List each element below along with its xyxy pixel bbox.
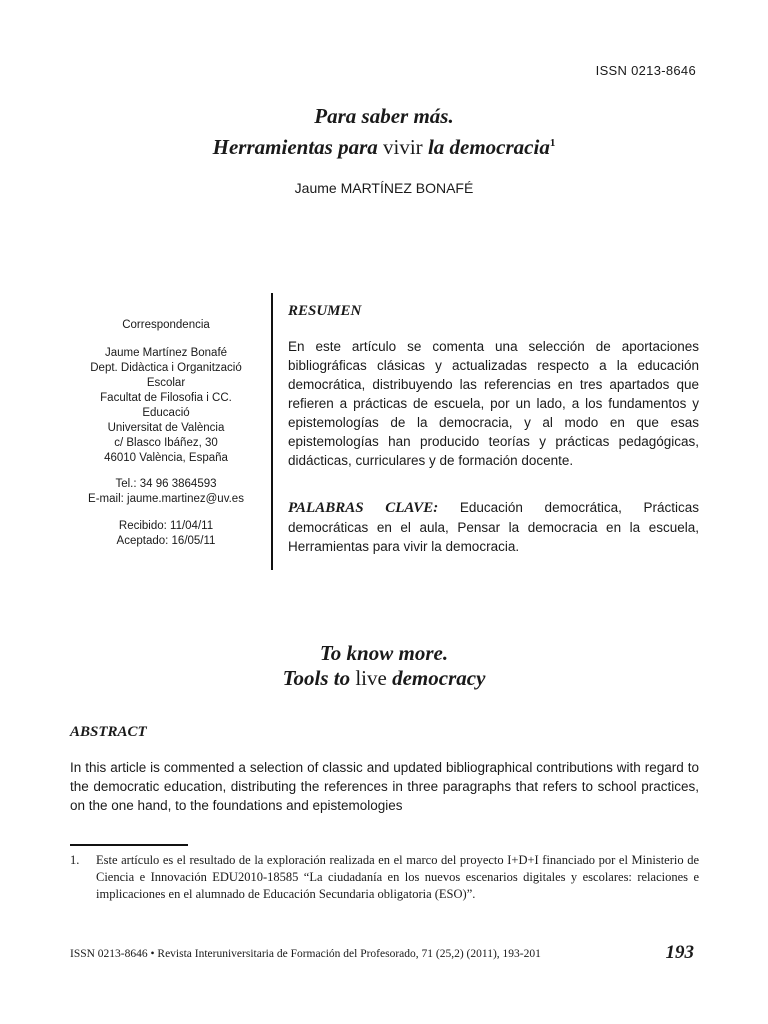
title-english-line1: To know more.	[319, 641, 449, 665]
received-date: Recibido: 11/04/11	[118, 520, 214, 532]
title-spanish-part-a: Herramientas para	[212, 135, 378, 159]
address-line: Universitat de València	[107, 422, 225, 434]
title-english-part-c: democracy	[392, 666, 486, 690]
correspondence-dates	[70, 519, 262, 549]
correspondence-contact	[70, 477, 262, 507]
email-link[interactable]: E-mail: jaume.martinez@uv.es	[88, 493, 244, 505]
address-line: 46010 València, España	[104, 452, 228, 464]
title-spanish-line2	[0, 131, 768, 160]
telephone: Tel.: 34 96 3864593	[115, 478, 217, 490]
correspondence-address	[70, 346, 262, 466]
resumen-text: En este artículo se comenta una selección de aportaciones bibliográficas clásicas y actualizadas respecto a la educación democrática, distribuyendo las referencias en tres apartados que refieren a prácticas de escuela, por un lado, a los fundamentos y epistemologías de la democracia, y al modo en que esas epistemologías han producido teorías y prácticas pedagógicas, didácticas, curriculares y de formación docente.	[288, 339, 699, 468]
title-spanish-part-b: vivir	[383, 135, 423, 159]
keywords-label: PALABRAS CLAVE:	[288, 500, 439, 516]
author-name: Jaume MARTÍNEZ BONAFÉ	[294, 180, 474, 196]
abstract-heading: ABSTRACT	[70, 724, 147, 740]
title-english-part-b: live	[355, 666, 387, 690]
address-line: Educació	[142, 407, 190, 419]
address-line: c/ Blasco Ibáñez, 30	[114, 437, 218, 449]
page-number: 193	[665, 942, 694, 963]
keywords-text: Educación democrática, Prácticas democráticas en el aula, Pensar la democracia en la escuela, Herramientas para vivir la democracia.	[288, 500, 699, 554]
address-line: Escolar	[146, 377, 186, 389]
title-spanish-line1: Para saber más.	[314, 104, 454, 128]
footnote	[70, 852, 699, 903]
accepted-date: Aceptado: 16/05/11	[116, 535, 216, 547]
issn-header: ISSN 0213-8646	[595, 63, 696, 78]
footnote-rule	[70, 844, 188, 846]
footer-citation: ISSN 0213-8646 • Revista Interuniversitaria de Formación del Profesorado, 71 (25,2) (2011), 193-201	[70, 948, 541, 960]
title-english-part-a: Tools to	[282, 666, 351, 690]
correspondence-heading: Correspondencia	[122, 319, 210, 331]
resumen-heading: RESUMEN	[288, 303, 362, 319]
address-line: Dept. Didàctica i Organització	[90, 362, 242, 374]
address-line: Facultat de Filosofia i CC.	[100, 392, 232, 404]
title-english-line2	[0, 666, 768, 691]
footnote-number: 1.	[70, 853, 80, 867]
footnote-text: Este artículo es el resultado de la exploración realizada en el marco del proyecto I+D+I financiado por el Ministerio de Ciencia e Innovación EDU2010-18585 “La ciudadanía en los nuevos escenarios digitales y escolares: relaciones e implicaciones en el alumnado de Educación Secundaria obligatoria (ESO)”.	[96, 853, 699, 901]
keywords-paragraph	[288, 498, 699, 556]
address-line: Jaume Martínez Bonafé	[104, 347, 228, 359]
title-spanish-part-c: la democracia	[427, 135, 550, 159]
abstract-text: In this article is commented a selection of classic and updated bibliographical contributions with regard to the democratic education, distributing the references in three paragraphs that refers to school practices, on the one hand, to the foundations and epistemologies	[70, 760, 699, 813]
footnote-marker: 1	[549, 137, 556, 149]
vertical-divider	[271, 293, 273, 570]
